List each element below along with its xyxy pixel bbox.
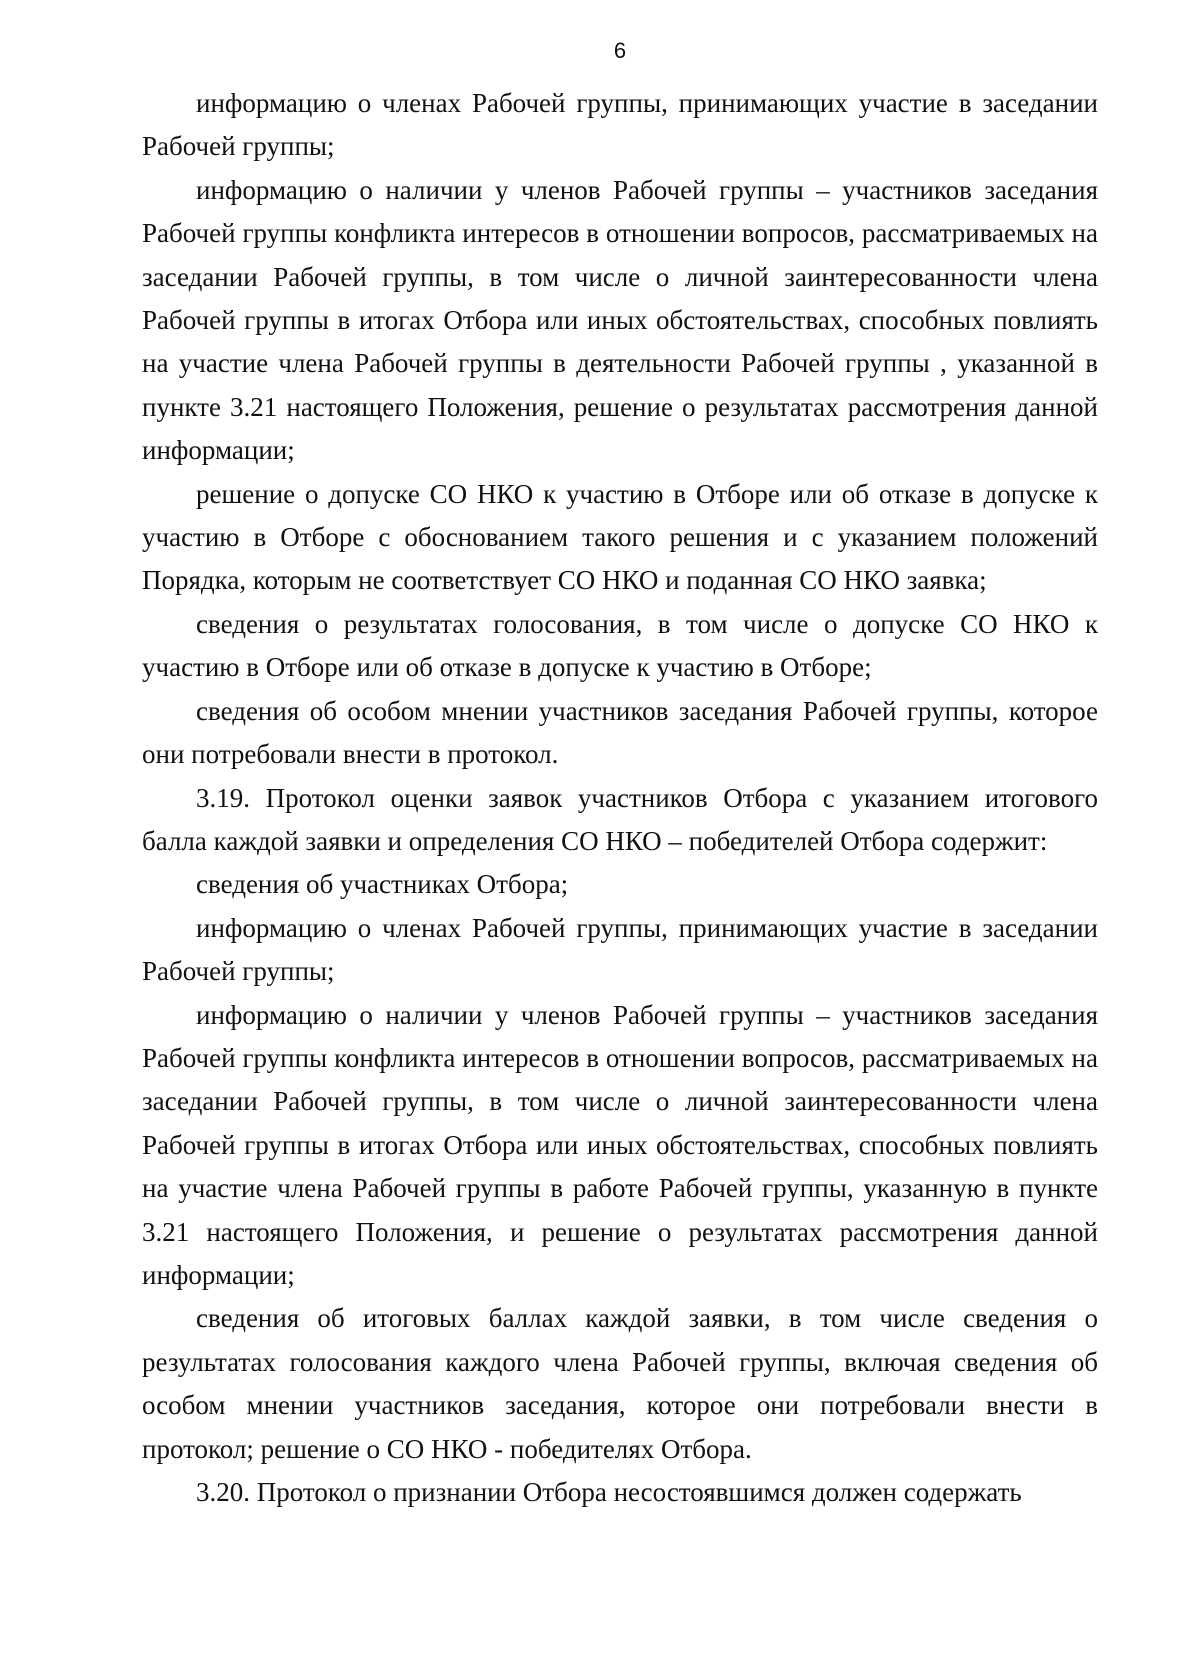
paragraph: сведения об участниках Отбора;	[196, 869, 569, 900]
paragraph: информацию о наличии у членов Рабочей группы – участников заседания Рабочей группы конфликта интересов в отношении вопросов, рассматриваемых на заседании Рабочей группы, в том числе о личной заинтересованности члена Рабочей группы в итогах Отбора или иных обстоятельствах, способных повлиять на участие члена Рабочей группы в работе Рабочей группы, указанную в пункте 3.21 настоящего Положения, и решение о результатах рассмотрения данной информации;	[142, 999, 1098, 1290]
paragraph: информацию о членах Рабочей группы, принимающих участие в заседании Рабочей группы;	[142, 88, 1098, 162]
page-number: 6	[613, 38, 627, 63]
paragraph: решение о допуске СО НКО к участию в Отборе или об отказе в допуске к участию в Отборе с обоснованием такого решения и с указанием положений Порядка, которым не соответствует СО НКО и поданная СО НКО заявка;	[142, 478, 1098, 596]
paragraph: информацию о членах Рабочей группы, принимающих участие в заседании Рабочей группы;	[142, 912, 1098, 987]
paragraph: информацию о наличии у членов Рабочей группы – участников заседания Рабочей группы конфликта интересов в отношении вопросов, рассматриваемых на заседании Рабочей группы, в том числе о личной заинтересованности члена Рабочей группы в итогах Отбора или иных обстоятельствах, способных повлиять на участие члена Рабочей группы в деятельности Рабочей группы , указанной в пункте 3.21 настоящего Положения, решение о результатах рассмотрения данной информации;	[142, 174, 1098, 466]
document-body	[142, 82, 1098, 1514]
paragraph: сведения об итоговых баллах каждой заявки, в том числе сведения о результатах голосования каждого члена Рабочей группы, включая сведения об особом мнении участников заседания, которое они потребовали внести в протокол; решение о СО НКО - победителях Отбора.	[142, 1303, 1098, 1464]
paragraph: 3.20. Протокол о признании Отбора несостоявшимся должен содержать	[196, 1477, 1022, 1507]
paragraph: сведения о результатах голосования, в том числе о допуске СО НКО к участию в Отборе или об отказе в допуске к участию в Отборе;	[142, 608, 1098, 683]
paragraph: 3.19. Протокол оценки заявок участников Отбора с указанием итогового балла каждой заявки и определения СО НКО – победителей Отбора содержит:	[142, 782, 1098, 856]
paragraph: сведения об особом мнении участников заседания Рабочей группы, которое они потребовали внести в протокол.	[142, 695, 1098, 770]
